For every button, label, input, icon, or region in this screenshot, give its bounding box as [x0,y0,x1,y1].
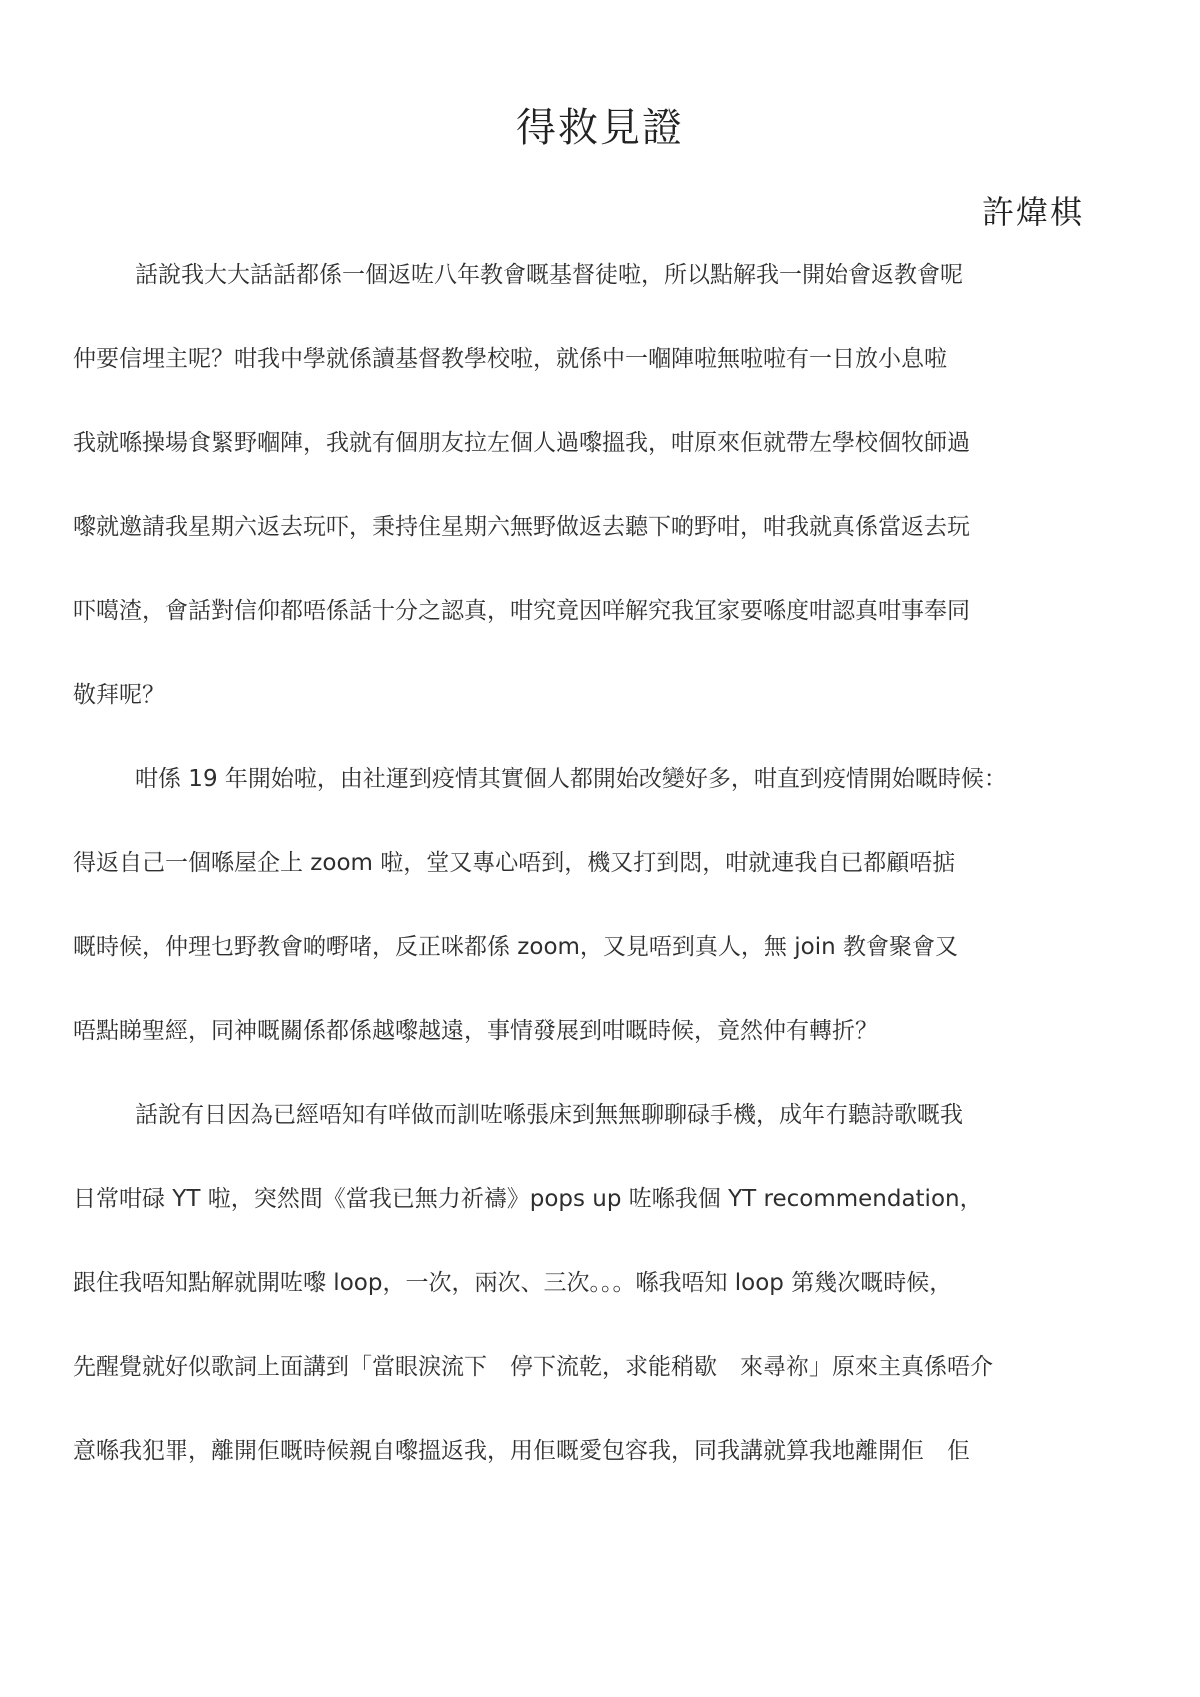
paragraph-1-line: 仲要信埋主呢？咁我中學就係讀基督教學校啦，就係中一嗰陣啦無啦啦有一日放小息啦 [73,346,947,372]
paragraph-2-line: 嘅時候，仲理乜野教會啲嘢啫，反正咪都係 zoom，又見唔到真人，無 join 教會聚會又 [73,934,958,960]
paragraph-1-line: 嚟就邀請我星期六返去玩吓，秉持住星期六無野做返去聽下啲野咁，咁我就真係當返去玩 [73,514,970,540]
paragraph-1-line: 敬拜呢？ [73,682,165,708]
paragraph-2-line: 唔點睇聖經，同神嘅關係都係越嚟越遠，事情發展到咁嘅時候，竟然仲有轉折？ [73,1018,878,1044]
paragraph-3-line: 先醒覺就好似歌詞上面講到「當眼淚流下 停下流乾，求能稍歇 來尋祢」原來主真係唔介 [73,1354,993,1380]
paragraph-3-line: 話說有日因為已經唔知有咩做而訓咗喺張床到無無聊聊碌手機，成年冇聽詩歌嘅我 [135,1102,963,1128]
paragraph-1-line: 我就喺操場食緊野嗰陣，我就有個朋友拉左個人過嚟搵我，咁原來佢就帶左學校個牧師過 [73,430,970,456]
paragraph-3-line: 日常咁碌 YT 啦，突然間《當我已無力祈禱》pops up 咗喺我個 YT recommendation， [73,1186,983,1212]
paragraph-1-line: 吓噶渣，會話對信仰都唔係話十分之認真，咁究竟因咩解究我冝家要喺度咁認真咁事奉同 [73,598,970,624]
paragraph-1-line: 話說我大大話話都係一個返咗八年教會嘅基督徒啦，所以點解我一開始會返教會呢 [135,262,963,288]
paragraph-3-line: 意喺我犯罪，離開佢嘅時候親自嚟搵返我，用佢嘅愛包容我，同我講就算我地離開佢 佢 [73,1438,970,1464]
paragraph-2-line: 得返自己一個喺屋企上 zoom 啦，堂又專心唔到，機又打到悶，咁就連我自已都顧唔掂 [73,850,956,876]
paragraph-2-line: 咁係 19 年開始啦，由社運到疫情其實個人都開始改變好多，咁直到疫情開始嘅時候： [135,766,1007,792]
page-title: 得救見證 [516,105,684,151]
author-name: 許煒棋 [981,193,1084,231]
paragraph-3-line: 跟住我唔知點解就開咗嚟 loop，一次，兩次、三次。。。喺我唔知 loop 第幾次嘅時候， [73,1270,953,1296]
